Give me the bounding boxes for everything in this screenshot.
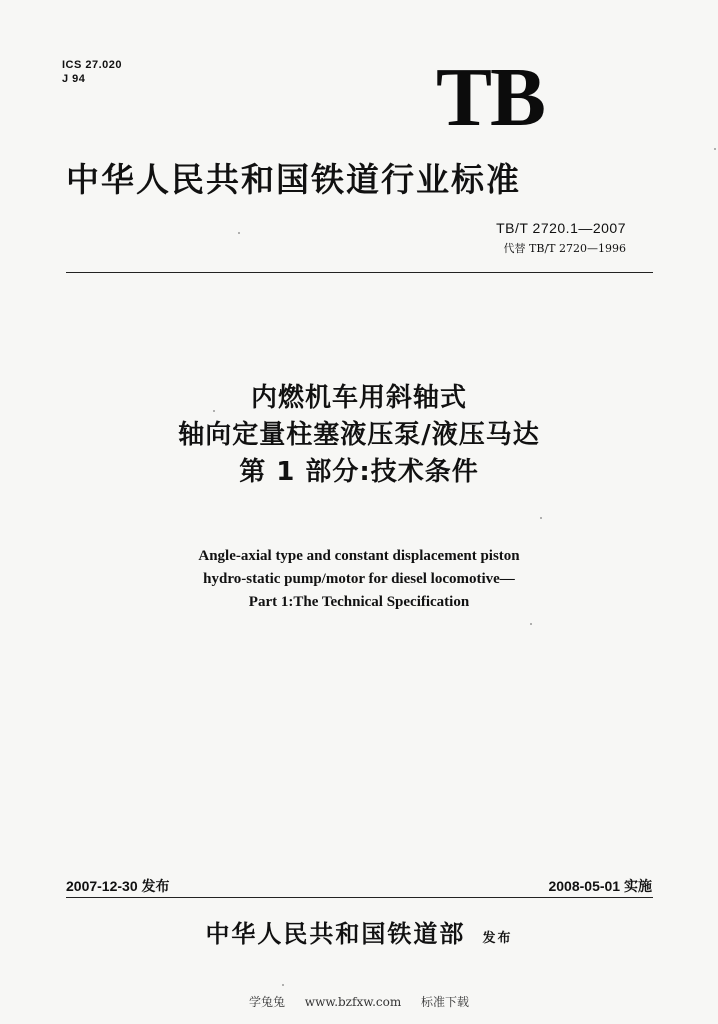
scan-speck (714, 148, 716, 150)
english-title-line: Angle-axial type and constant displacement piston (198, 548, 520, 564)
implementation-date: 2008-05-01 实施 (548, 878, 652, 894)
english-title (0, 545, 718, 614)
site-tagline: 标准下载 (421, 995, 470, 1009)
watermark-footer (0, 993, 718, 1010)
chinese-title-line: 轴向定量柱塞液压泵/液压马达 (178, 420, 540, 450)
publisher-line (0, 914, 718, 949)
scan-speck (238, 232, 240, 234)
standard-category-title: 中华人民共和国铁道行业标准 (66, 160, 521, 199)
ics-code: ICS 27.020 (62, 59, 123, 71)
scan-speck (213, 410, 215, 412)
ccs-code: J 94 (62, 73, 86, 85)
footer-divider (66, 897, 653, 898)
header-divider (66, 272, 653, 273)
site-url[interactable]: www.bzfxw.com (304, 995, 402, 1009)
site-name: 学兔兔 (248, 995, 285, 1009)
chinese-title (0, 380, 718, 491)
standard-number: TB/T 2720.1—2007 (496, 220, 626, 236)
english-title-line: hydro-static pump/motor for diesel locomotive— (203, 571, 515, 587)
classification-codes (62, 58, 122, 86)
publisher-action: 发布 (482, 931, 513, 946)
scan-speck (540, 517, 542, 519)
chinese-title-line: 内燃机车用斜轴式 (250, 383, 467, 413)
scan-speck (530, 623, 532, 625)
scan-speck (282, 984, 284, 986)
issue-date: 2007-12-30 发布 (66, 878, 170, 894)
chinese-title-line: 第 1 部分:技术条件 (239, 457, 479, 487)
english-title-line: Part 1:The Technical Specification (248, 594, 470, 610)
publisher-name: 中华人民共和国铁道部 (205, 919, 466, 948)
tb-logo: TB (436, 51, 545, 144)
replaces-note: 代替 TB/T 2720—1996 (503, 242, 626, 255)
